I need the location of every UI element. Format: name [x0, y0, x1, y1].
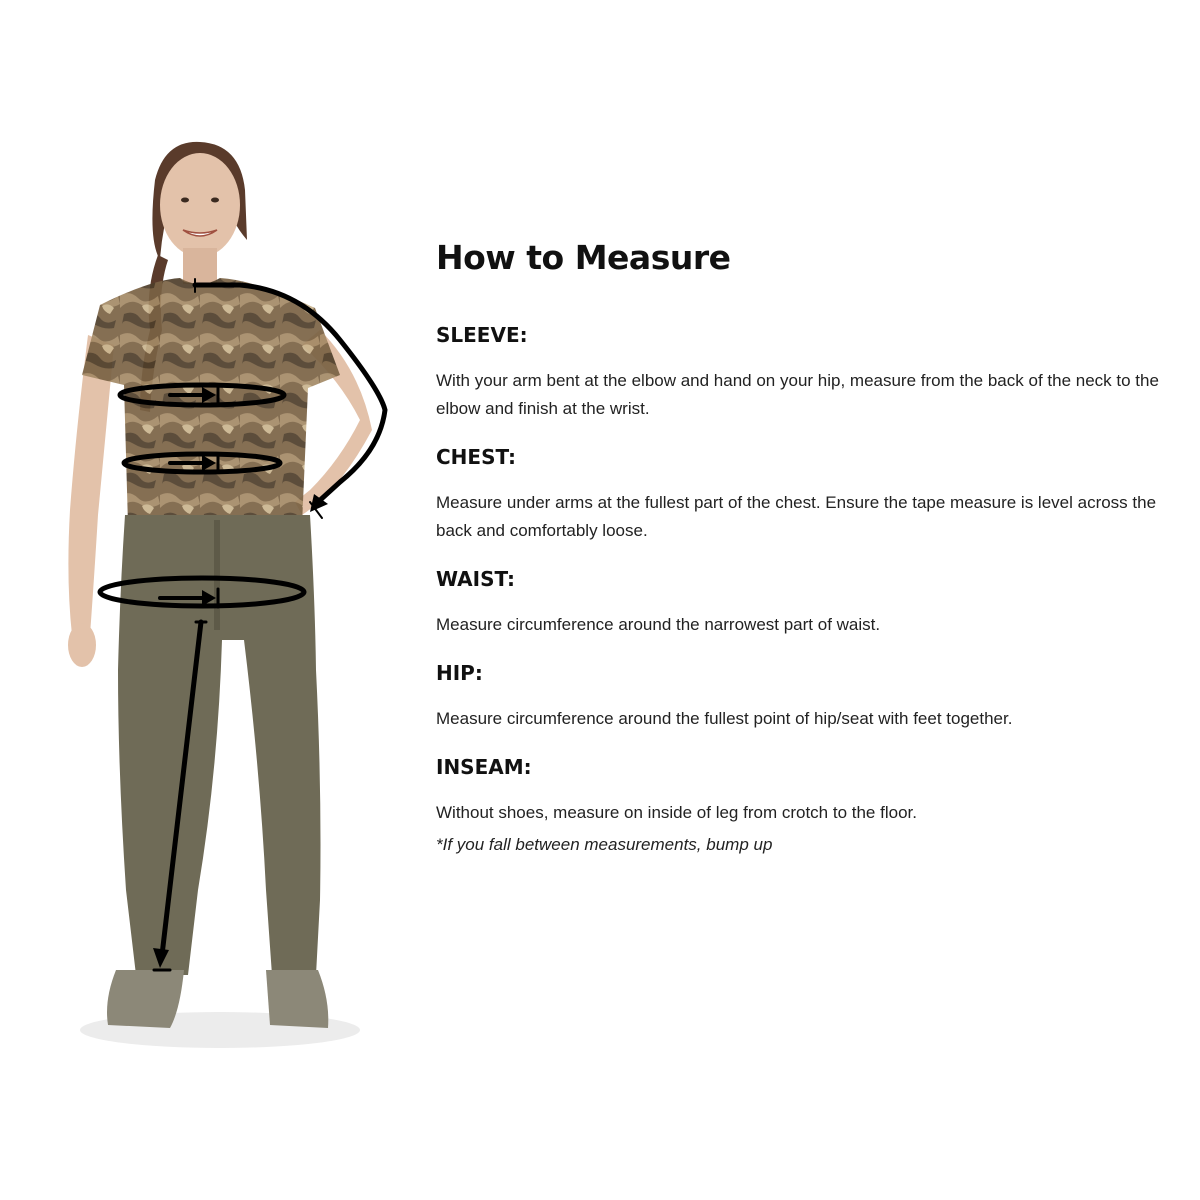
chest-heading: CHEST: — [436, 445, 517, 469]
section-inseam — [436, 755, 1176, 827]
section-chest — [436, 445, 1176, 545]
pants-fly — [214, 520, 220, 630]
inseam-heading: INSEAM: — [436, 755, 532, 779]
model-illustration — [40, 130, 440, 1060]
waist-instructions: Measure circumference around the narrowest part of waist. — [436, 615, 881, 634]
hip-heading: HIP: — [436, 661, 483, 685]
model-figure — [40, 130, 440, 1060]
head — [160, 153, 240, 257]
sleeve-instructions: With your arm bent at the elbow and hand on your hip, measure from the back of the neck to the elbow and finish at the wrist. — [436, 371, 1159, 418]
neck — [183, 248, 217, 284]
inseam-instructions: Without shoes, measure on inside of leg from crotch to the floor. — [436, 803, 917, 822]
page-title: How to Measure — [436, 238, 731, 277]
section-waist — [436, 567, 1176, 639]
sizing-note: *If you fall between measurements, bump up — [436, 835, 773, 854]
chest-instructions: Measure under arms at the fullest part of the chest. Ensure the tape measure is level across the back and comfortably loose. — [436, 493, 1157, 540]
sleeve-heading: SLEEVE: — [436, 323, 528, 347]
camo-shirt — [82, 278, 340, 525]
waist-heading: WAIST: — [436, 567, 516, 591]
left-arm — [68, 335, 114, 667]
section-sleeve — [436, 323, 1176, 423]
section-hip — [436, 661, 1176, 733]
measure-guide-content — [436, 238, 1176, 855]
hip-instructions: Measure circumference around the fullest point of hip/seat with feet together. — [436, 709, 1013, 728]
